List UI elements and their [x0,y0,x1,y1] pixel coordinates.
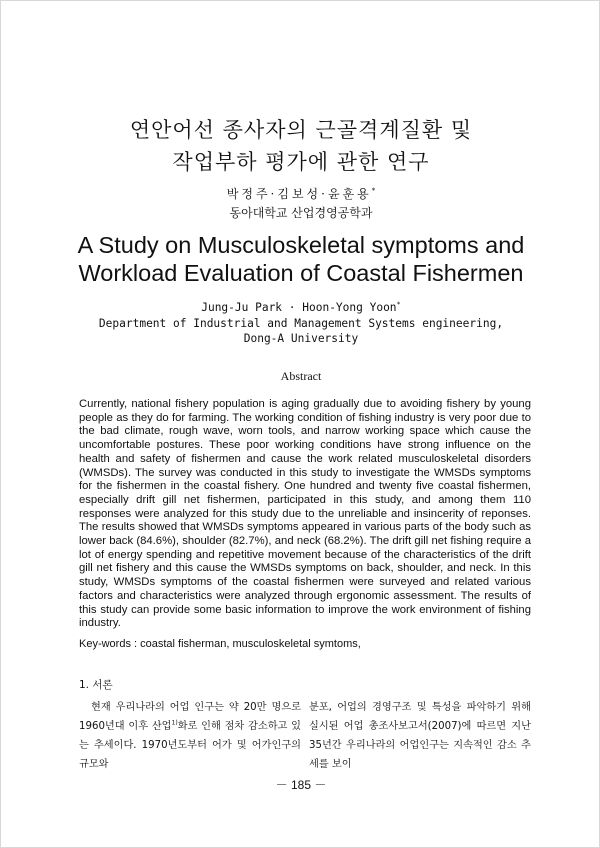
korean-title-line-2: 작업부하 평가에 관한 연구 [172,150,430,174]
body-column-right: 분포, 어업의 경영구조 및 특성을 파악하기 위해 실시된 어업 총조사보고서(2007)에 따르면 지난 35년간 우리나라의 어업인구는 지속적인 감소 추세를 보이 [309,702,531,770]
keywords: Key-words : coastal fisherman, musculoskeletal symtoms, [79,638,361,650]
left-text-b: 화로 인해 점차 감소하고 있는 추세이다. 1970년도부터 어가 및 어가인구의 규모와 [79,721,301,770]
english-title-line-2: Workload Evaluation of Coastal Fishermen [78,260,524,286]
english-authors [1,301,600,314]
english-university: Dong-A University [243,332,359,345]
korean-author-mark: * [371,187,376,195]
korean-authors [1,185,600,202]
abstract-text: Currently, national fishery population is aging gradually due to avoiding fishery by young people as they do for farming. The working condition of fishing industry is very poor due to the bad climate, rough wave, worn tools, and narrow working space which cause the uncomfortable postures. These poor working conditions have strong influence on the health and safety of fishermen and cause the work related musculoskeletal disorders (WMSDs). The survey was conducted in this study to investigate the WMSDs symptoms for the fishermen in the coastal fishery. One hundred and twenty five coastal fishermen, especially drift gill net fishermen, participated in this study, and among them 110 responses were analyzed for this study due to the unreliable and insincerity of reponses. The results showed that WMSDs symptoms appeared in various parts of the body such as lower back (84.6%), shoulder (82.7%), and neck (68.2%). The drift gill net fishing require a lot of energy spending and repetitive movement because of the characteristics of the drift gill net fishery and this cause the WMSDs symptoms on back, shoulder, and neck. In this study, WMSDs symptoms of the coastal fishermen were surveyed and related various factors and characteristics were analyzed through ergonomic assessment. The results of this study can provide some basic information to improve the work environment of fishing industry. [79,398,531,630]
abstract-heading: Abstract [280,369,322,383]
body-column-left [79,698,301,774]
section-heading: 1. 서론 [79,679,113,691]
english-author-mark: * [396,300,401,309]
korean-author-names: 박정주·김보성·윤훈용 [226,187,372,201]
page-number: － 185 － [275,778,327,792]
english-department: Department of Industrial and Management Systems engineering, [98,317,504,330]
footnote-mark: 1) [171,719,178,727]
english-title-line-1: A Study on Musculoskeletal symptoms and [77,232,525,258]
korean-title-line-1: 연안어선 종사자의 근골격계질환 및 [129,118,473,142]
korean-affiliation: 동아대학교 산업경영공학과 [229,206,373,220]
left-text-a: 현재 우리나라의 어업 인구는 약 20만 명으로 1960년대 이후 산업 [79,702,301,732]
english-author-names: Jung-Ju Park · Hoon-Yong Yoon [201,301,397,314]
